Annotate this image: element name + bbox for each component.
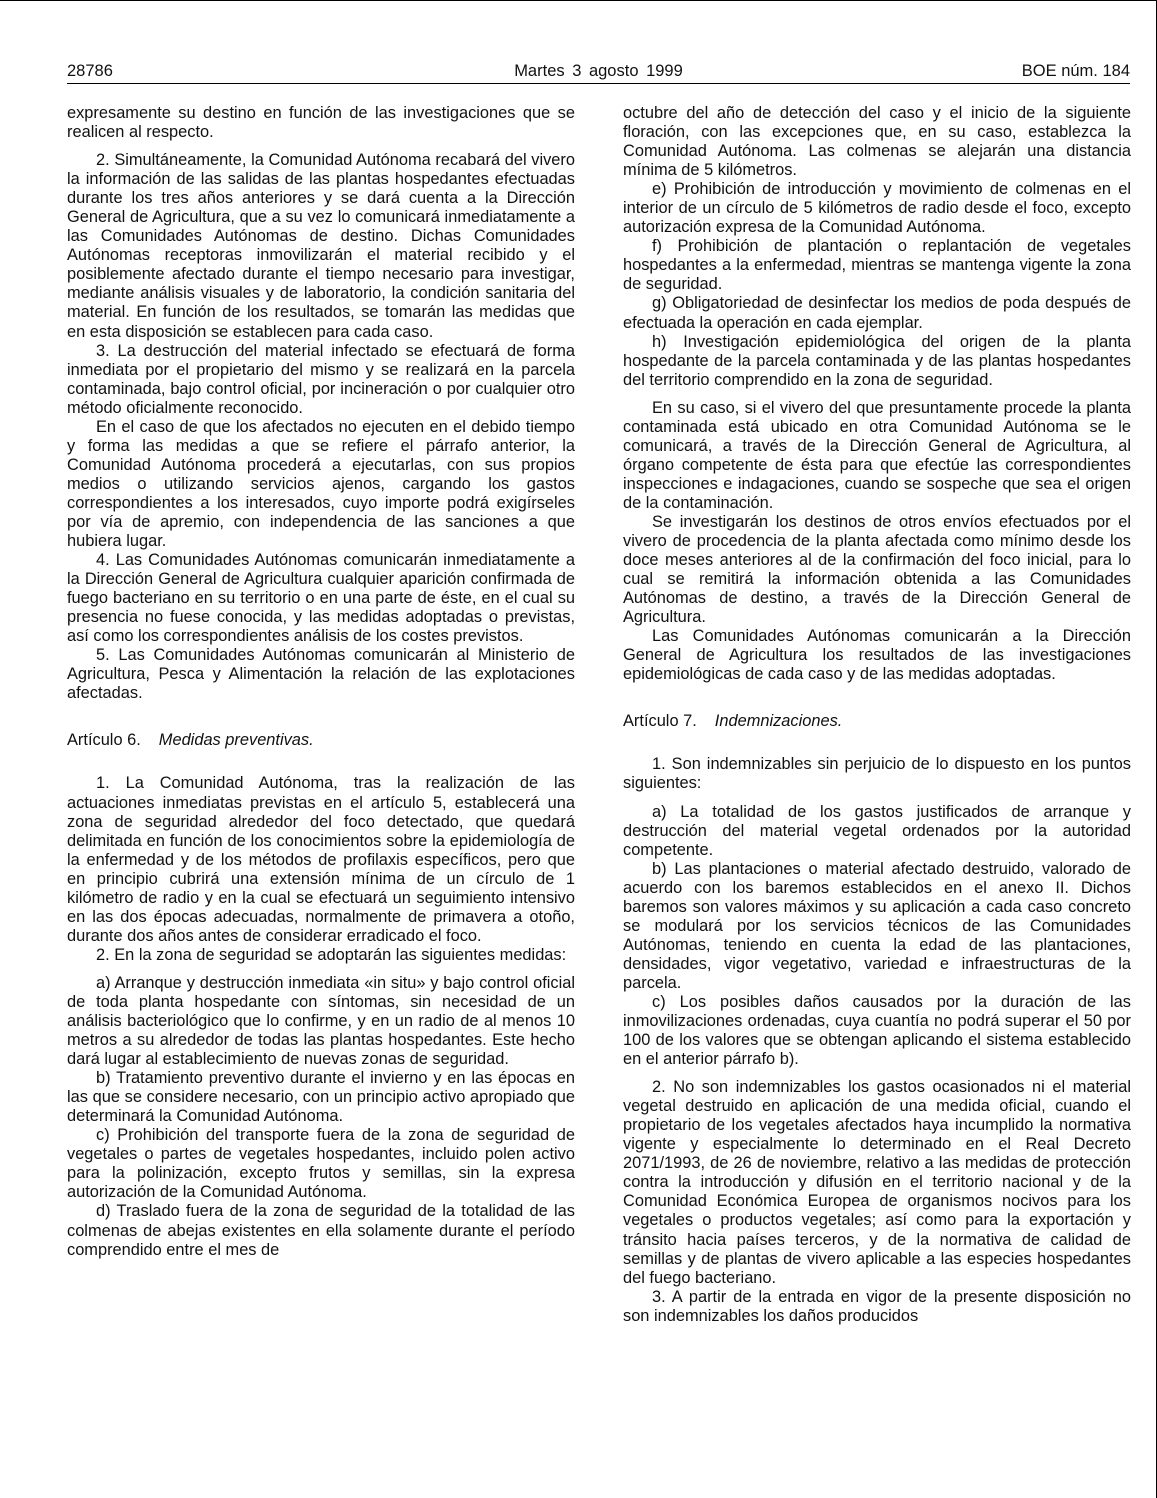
paragraph: g) Obligatoriedad de desinfectar los medios de poda después de efectuada la operación en cada ejemplar. [623, 294, 1131, 332]
paragraph: 1. La Comunidad Autónoma, tras la realización de las actuaciones inmediatas previstas en el artículo 5, establecerá una zona de seguridad alrededor del foco detectado, que quedará delimitada en función de los conocimientos sobre la epidemiología de la enfermedad y de los métodos de profilaxis específicos, pero que en principio cubrirá una extensión mínima de un círculo de 1 kilómetro de radio y en la cual se efectuará un seguimiento intensivo en las dos épocas adecuadas, normalmente de primavera a otoño, durante dos años antes de considerar erradicado el foco. [67, 774, 575, 945]
paragraph: En su caso, si el vivero del que presuntamente procede la planta contaminada está ubicado en otra Comunidad Autónoma se le comunicará, a través de la Dirección General de Agricultura, al órgano competente de ésta para que efectúe las correspondientes inspecciones e indagaciones, cuando se sospeche que sea el origen de la contaminación. [623, 398, 1131, 512]
paragraph: 2. En la zona de seguridad se adoptarán las siguientes medidas: [96, 945, 567, 964]
left-column [67, 104, 575, 1498]
paragraph: 1. Son indemnizables sin perjuicio de lo dispuesto en los puntos siguientes: [623, 755, 1131, 793]
paragraph: f) Prohibición de plantación o replantación de vegetales hospedantes a la enfermedad, mientras se mantenga vigente la zona de seguridad. [623, 237, 1131, 294]
paragraph: a) Arranque y destrucción inmediata «in situ» y bajo control oficial de toda planta hospedante con síntomas, sin necesidad de un análisis bacteriológico que lo confirme, y en un radio de al menos 10 metros a su alrededor de todas las plantas hospedantes. Este hecho dará lugar al establecimiento de nuevas zonas de seguridad. [67, 973, 575, 1069]
article-title: Medidas preventivas. [158, 731, 314, 750]
paragraph: e) Prohibición de introducción y movimiento de colmenas en el interior de un círculo de 5 kilómetros de radio desde el foco, excepto autorización expresa de la Comunidad Autónoma. [623, 180, 1131, 237]
bulletin-number: BOE núm. 184 [1021, 62, 1130, 80]
article-heading [623, 712, 1131, 731]
article-number: Artículo 7. [623, 712, 697, 731]
article-title: Indemnizaciones. [714, 712, 843, 731]
page-header [67, 61, 1130, 84]
paragraph: 3. La destrucción del material infectado se efectuará de forma inmediata por el propietario del mismo y se realizará en la parcela contaminada, bajo control oficial, por incineración o por cualquier otro método oficialmente reconocido. [67, 341, 575, 417]
paragraph: b) Las plantaciones o material afectado destruido, valorado de acuerdo con los baremos establecidos en el anexo II. Dichos baremos son valores máximos y su aplicación a cada caso concreto se modulará por los servicios técnicos de las Comunidades Autónomas, teniendo en cuenta la edad de las plantaciones, densidades, vigor vegetativo, variedad e infraestructuras de la parcela. [623, 859, 1131, 992]
paragraph: 5. Las Comunidades Autónomas comunicarán al Ministerio de Agricultura, Pesca y Alimentación la relación de las explotaciones afectadas. [67, 646, 575, 703]
paragraph: c) Prohibición del transporte fuera de la zona de seguridad de vegetales o partes de vegetales hospedantes, incluido polen activo para la polinización, excepto frutos y semillas, sin la expresa autorización de la Comunidad Autónoma. [67, 1126, 575, 1202]
paragraph: Se investigarán los destinos de otros envíos efectuados por el vivero de procedencia de la planta afectada como mínimo desde los doce meses anteriores al de la confirmación del foco inicial, para lo cual se remitirá la información obtenida a las Comunidades Autónomas de destino, a través de la Dirección General de Agricultura. [623, 512, 1131, 627]
page-number: 28786 [67, 62, 113, 80]
paragraph: a) La totalidad de los gastos justificados de arranque y destrucción del material vegetal ordenados por la autoridad competente. [623, 802, 1131, 859]
paragraph: 2. Simultáneamente, la Comunidad Autónoma recabará del vivero la información de las salidas de las plantas hospedantes efectuadas durante los tres años anteriores y se dará cuenta a la Dirección General de Agricultura, que a su vez lo comunicará inmediatamente a las Comunidades Autónomas de destino. Dichas Comunidades Autónomas receptoras inmovilizarán el material recibido y el posiblemente afectado durante el tiempo necesario para investigar, mediante análisis visuales y de laboratorio, la condición sanitaria del material. En función de los resultados, se tomarán las medidas que en esta disposición se establecen para cada caso. [67, 151, 575, 341]
paragraph: b) Tratamiento preventivo durante el invierno y en las épocas en las que se considere necesario, con un principio activo apropiado que determinará la Comunidad Autónoma. [67, 1069, 575, 1126]
paragraph: 3. A partir de la entrada en vigor de la presente disposición no son indemnizables los daños producidos [623, 1287, 1131, 1325]
paragraph: c) Los posibles daños causados por la duración de las inmovilizaciones ordenadas, cuya cuantía no podrá superar el 50 por 100 de los valores que se obtengan aplicando el sistema establecido en el anterior párrafo b). [623, 992, 1131, 1069]
right-column [623, 104, 1131, 1498]
paragraph: expresamente su destino en función de las investigaciones que se realicen al respecto. [67, 104, 575, 142]
article-heading [67, 731, 575, 750]
paragraph: 4. Las Comunidades Autónomas comunicarán inmediatamente a la Dirección General de Agricultura cualquier aparición confirmada de fuego bacteriano en su territorio o en una parte de éste, en el cual su presencia no fuese conocida, y las medidas adoptadas o previstas, así como los correspondientes análisis de los costes previstos. [67, 551, 575, 646]
publication-date: Martes 3 agosto 1999 [514, 62, 683, 80]
paragraph: En el caso de que los afectados no ejecuten en el debido tiempo y forma las medidas a que se refiere el párrafo anterior, la Comunidad Autónoma procederá a ejecutarlas, con sus propios medios o utilizando servicios ajenos, cargando los gastos correspondientes a los interesados, cuyo importe podrá exigírseles por vía de apremio, con independencia de las sanciones a que hubiera lugar. [67, 417, 575, 551]
paragraph: 2. No son indemnizables los gastos ocasionados ni el material vegetal destruido en aplicación de una medida oficial, cuando el propietario de los vegetales afectados haya incumplido la normativa vigente y especialmente lo determinado en el Real Decreto 2071/1993, de 26 de noviembre, relativo a las medidas de protección contra la introducción y difusión en el territorio nacional y de la Comunidad Económica Europea de organismos nocivos para los vegetales o productos vegetales; así como para la exportación y tránsito hacia países terceros, y de la normativa de calidad de semillas y de plantas de vivero aplicable a las especies hospedantes del fuego bacteriano. [623, 1078, 1131, 1287]
paragraph: Las Comunidades Autónomas comunicarán a la Dirección General de Agricultura los resultados de las investigaciones epidemiológicas de cada caso y de las medidas adoptadas. [623, 627, 1131, 684]
paragraph: h) Investigación epidemiológica del origen de la planta hospedante de la parcela contaminada y de las plantas hospedantes del territorio comprendido en la zona de seguridad. [623, 332, 1131, 389]
article-number: Artículo 6. [67, 731, 141, 750]
paragraph: d) Traslado fuera de la zona de seguridad de la totalidad de las colmenas de abejas existentes en ella solamente durante el período comprendido entre el mes de [67, 1202, 575, 1259]
paragraph: octubre del año de detección del caso y el inicio de la siguiente floración, con las excepciones que, en su caso, establezca la Comunidad Autónoma. Las colmenas se alejarán una distancia mínima de 5 kilómetros. [623, 104, 1131, 180]
